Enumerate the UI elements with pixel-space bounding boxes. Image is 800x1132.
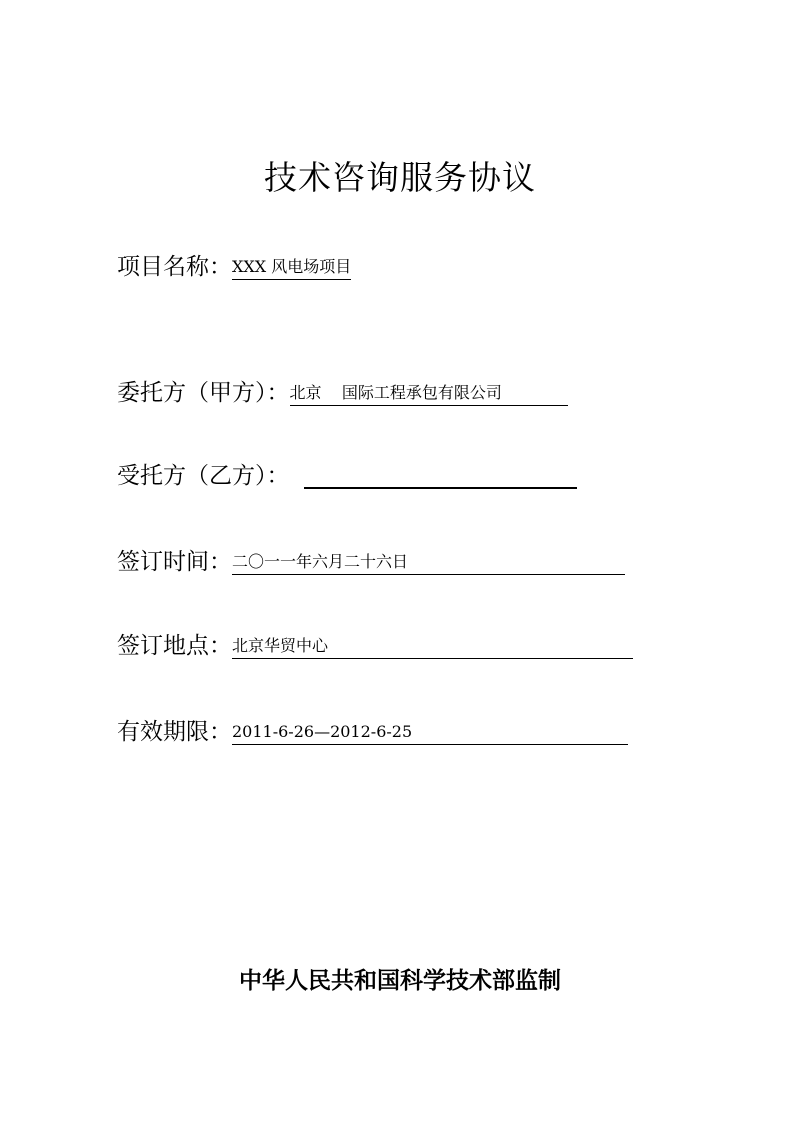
party-a-label: 委托方（甲方）： [117, 380, 290, 406]
party-a-row [117, 374, 568, 408]
sign-date-row [117, 543, 625, 577]
party-b-row [117, 457, 577, 491]
project-name-value: XXX 风电场项目 [232, 256, 351, 280]
sign-place-value: 北京华贸中心 [232, 635, 633, 659]
project-name-row [117, 248, 351, 282]
sign-date-label: 签订时间： [117, 549, 232, 575]
party-a-value: 北京 国际工程承包有限公司 [290, 382, 568, 406]
sign-place-label: 签订地点： [117, 633, 232, 659]
project-name-label: 项目名称： [117, 254, 232, 280]
party-b-value [304, 486, 577, 489]
validity-value: 2011-6-26—2012-6-25 [232, 721, 628, 745]
validity-label: 有效期限： [117, 719, 232, 745]
validity-row [117, 713, 628, 747]
sign-place-row [117, 627, 633, 661]
footer-issuer: 中华人民共和国科学技术部监制 [239, 968, 561, 994]
sign-date-value: 二〇一一年六月二十六日 [232, 551, 625, 575]
party-b-label: 受托方（乙方）： [117, 463, 290, 489]
document-title: 技术咨询服务协议 [264, 158, 536, 197]
